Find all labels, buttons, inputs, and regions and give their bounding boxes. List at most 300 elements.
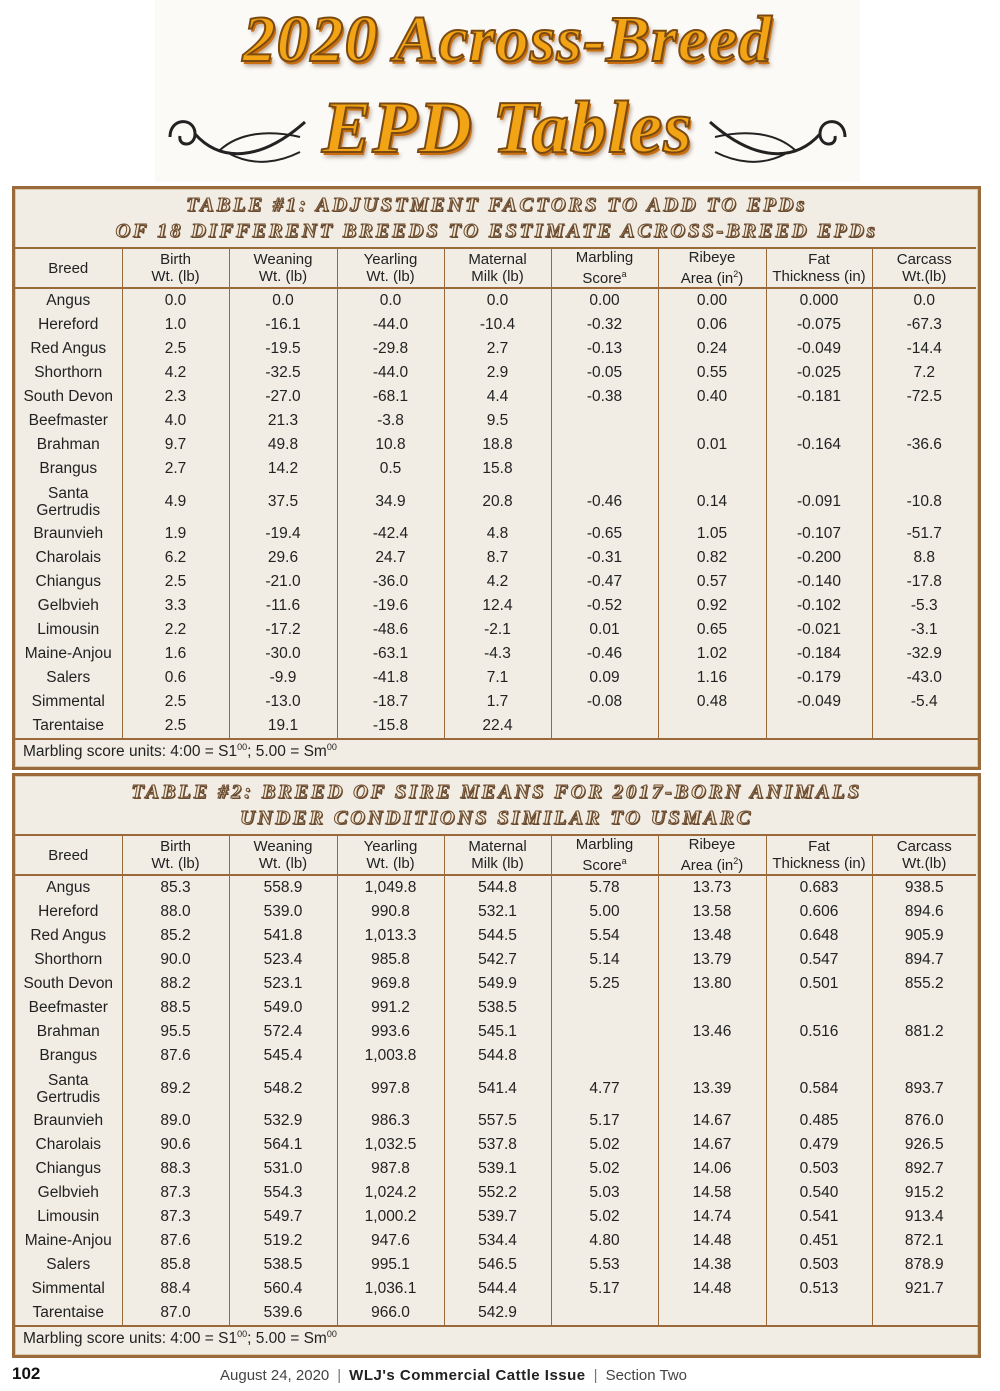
value-cell: -16.1 (229, 313, 337, 337)
value-cell: -0.091 (766, 481, 872, 522)
value-cell: 34.9 (337, 481, 444, 522)
value-cell: 993.6 (337, 1020, 444, 1044)
column-header-line1: Breed (48, 259, 89, 277)
value-cell: 557.5 (444, 1109, 551, 1133)
value-cell: 0.503 (766, 1157, 872, 1181)
value-cell: 0.6 (122, 666, 229, 690)
value-cell: 539.6 (229, 1301, 337, 1325)
breed-name-cell: Limousin (37, 621, 100, 638)
value-cell: 572.4 (229, 1020, 337, 1044)
value-cell: 0.541 (766, 1205, 872, 1229)
value-cell: 87.3 (122, 1181, 229, 1205)
column-header-line1: Fat (808, 838, 830, 855)
value-cell (872, 714, 976, 738)
value-cell: 893.7 (872, 1068, 976, 1109)
table-row (15, 1109, 976, 1133)
value-cell: -42.4 (337, 522, 444, 546)
breed-name-cell: Angus (46, 292, 91, 309)
value-cell: 13.39 (658, 1068, 766, 1109)
value-cell: 523.4 (229, 948, 337, 972)
table1-panel (12, 186, 981, 770)
value-cell: 0.48 (658, 690, 766, 714)
value-cell: 13.79 (658, 948, 766, 972)
value-cell: 5.17 (551, 1277, 658, 1301)
value-cell: 997.8 (337, 1068, 444, 1109)
table-row (15, 1229, 976, 1253)
value-cell: 532.9 (229, 1109, 337, 1133)
value-cell: 0.0 (229, 288, 337, 313)
value-cell: 0.5 (337, 457, 444, 481)
value-cell: 3.3 (122, 594, 229, 618)
value-cell: 18.8 (444, 433, 551, 457)
value-cell: -2.1 (444, 618, 551, 642)
value-cell: -0.200 (766, 546, 872, 570)
column-header-suffix: ) (738, 857, 744, 874)
value-cell: 13.46 (658, 1020, 766, 1044)
value-cell: 87.6 (122, 1044, 229, 1068)
value-cell: -9.9 (229, 666, 337, 690)
value-cell: 1.16 (658, 666, 766, 690)
value-cell: 986.3 (337, 1109, 444, 1133)
value-cell: -0.021 (766, 618, 872, 642)
value-cell: 905.9 (872, 924, 976, 948)
value-cell: 5.25 (551, 972, 658, 996)
value-cell (872, 409, 976, 433)
breed-name-cell: Hereford (38, 316, 99, 333)
breed-name-cell: Chiangus (35, 573, 101, 590)
column-header-line1: Breed (48, 846, 89, 864)
value-cell: 2.7 (444, 337, 551, 361)
table2-panel (12, 773, 981, 1358)
value-cell: 7.2 (872, 361, 976, 385)
column-header-line2: Wt.(lb) (902, 855, 947, 872)
value-cell: 89.2 (122, 1068, 229, 1109)
value-cell: 987.8 (337, 1157, 444, 1181)
table-row (15, 385, 976, 409)
table1-column-header (872, 248, 976, 288)
footer-separator: | (337, 1367, 342, 1384)
table-row (15, 900, 976, 924)
value-cell: 538.5 (444, 996, 551, 1020)
value-cell: 9.7 (122, 433, 229, 457)
value-cell: -0.31 (551, 546, 658, 570)
table-row (15, 972, 976, 996)
value-cell: -51.7 (872, 522, 976, 546)
value-cell: -0.47 (551, 570, 658, 594)
breed-name-cell: Brangus (39, 1047, 98, 1064)
value-cell: 89.0 (122, 1109, 229, 1133)
value-cell: 541.8 (229, 924, 337, 948)
breed-name-cell: South Devon (23, 975, 114, 992)
value-cell: 5.78 (551, 875, 658, 900)
value-cell: 894.6 (872, 900, 976, 924)
value-cell: 544.8 (444, 1044, 551, 1068)
value-cell: 0.683 (766, 875, 872, 900)
value-cell: 0.485 (766, 1109, 872, 1133)
value-cell: 0.547 (766, 948, 872, 972)
value-cell: 990.8 (337, 900, 444, 924)
value-cell: 88.2 (122, 972, 229, 996)
table-row (15, 288, 976, 313)
value-cell: -36.6 (872, 433, 976, 457)
value-cell: 19.1 (229, 714, 337, 738)
value-cell: 0.00 (551, 288, 658, 313)
table2-title-line1: TABLE #2: BREED OF SIRE MEANS FOR 2017-BORN ANIMALS (131, 781, 862, 803)
value-cell: 14.48 (658, 1277, 766, 1301)
value-cell: 88.0 (122, 900, 229, 924)
value-cell: 2.9 (444, 361, 551, 385)
value-cell: 1.05 (658, 522, 766, 546)
table1-column-header (766, 248, 872, 288)
value-cell: 85.3 (122, 875, 229, 900)
column-header-line1: Yearling (363, 251, 418, 268)
value-cell: 6.2 (122, 546, 229, 570)
value-cell: -14.4 (872, 337, 976, 361)
value-cell: 913.4 (872, 1205, 976, 1229)
value-cell (658, 457, 766, 481)
table2-footnote-mid: ; 5.00 = Sm (247, 1330, 327, 1348)
value-cell: 88.4 (122, 1277, 229, 1301)
value-cell: -44.0 (337, 313, 444, 337)
table-row (15, 924, 976, 948)
masthead-title-line1: 2020 Across-Breed (242, 3, 773, 76)
value-cell: 1,013.3 (337, 924, 444, 948)
value-cell: 0.01 (551, 618, 658, 642)
column-header-superscript: 2 (733, 856, 739, 866)
breed-name-cell: Maine-Anjou (24, 645, 112, 662)
value-cell: -41.8 (337, 666, 444, 690)
column-header-line1: Birth (160, 251, 191, 268)
value-cell: 894.7 (872, 948, 976, 972)
value-cell: -11.6 (229, 594, 337, 618)
column-header-line2: Milk (lb) (471, 268, 524, 285)
table-row (15, 1044, 976, 1068)
value-cell: -0.025 (766, 361, 872, 385)
value-cell: -21.0 (229, 570, 337, 594)
value-cell: 95.5 (122, 1020, 229, 1044)
value-cell: 49.8 (229, 433, 337, 457)
value-cell: -18.7 (337, 690, 444, 714)
value-cell: 5.53 (551, 1253, 658, 1277)
value-cell: 10.8 (337, 433, 444, 457)
value-cell (766, 996, 872, 1020)
value-cell (658, 996, 766, 1020)
table2-footnote-pre: Marbling score units: 4:00 = S1 (23, 1330, 238, 1348)
value-cell (551, 457, 658, 481)
breed-name-cell: Angus (46, 879, 91, 896)
value-cell: -30.0 (229, 642, 337, 666)
table1-title-line1: TABLE #1: ADJUSTMENT FACTORS TO ADD TO EPDs (185, 194, 808, 216)
value-cell: -27.0 (229, 385, 337, 409)
value-cell: 546.5 (444, 1253, 551, 1277)
table2-column-header (229, 835, 337, 875)
page-number: 102 (12, 1364, 41, 1383)
breed-name-cell: Charolais (35, 1136, 101, 1153)
breed-name-cell: Santa Gertrudis (36, 484, 101, 519)
value-cell: 541.4 (444, 1068, 551, 1109)
column-header-line1: Ribeye (688, 836, 736, 853)
value-cell: 2.2 (122, 618, 229, 642)
column-header-line2: Score (582, 270, 622, 287)
value-cell: 13.58 (658, 900, 766, 924)
value-cell: 14.38 (658, 1253, 766, 1277)
table-row (15, 1181, 976, 1205)
value-cell: -0.184 (766, 642, 872, 666)
table2-footnote (15, 1325, 978, 1351)
value-cell: 542.9 (444, 1301, 551, 1325)
column-header-line2: Milk (lb) (471, 855, 524, 872)
value-cell: 7.1 (444, 666, 551, 690)
value-cell: 938.5 (872, 875, 976, 900)
column-header-line2: Wt. (lb) (258, 268, 308, 285)
value-cell: -0.164 (766, 433, 872, 457)
value-cell (551, 433, 658, 457)
value-cell: 90.6 (122, 1133, 229, 1157)
breed-name-cell: Gelbvieh (37, 1184, 99, 1201)
value-cell (551, 409, 658, 433)
value-cell: 12.4 (444, 594, 551, 618)
column-header-line1: Maternal (468, 838, 527, 855)
column-header-line2: Wt. (lb) (151, 268, 200, 285)
column-header-line1: Marbling (575, 249, 634, 266)
breed-name-cell: Santa Gertrudis (36, 1071, 101, 1106)
column-header-line2: Thickness (in) (772, 855, 866, 872)
table1-header-row (15, 248, 976, 288)
value-cell: 855.2 (872, 972, 976, 996)
breed-name-cell: Red Angus (30, 340, 107, 357)
value-cell: 545.1 (444, 1020, 551, 1044)
table-row (15, 313, 976, 337)
value-cell (766, 457, 872, 481)
value-cell: 0.479 (766, 1133, 872, 1157)
value-cell: 539.0 (229, 900, 337, 924)
value-cell: 538.5 (229, 1253, 337, 1277)
value-cell (658, 1044, 766, 1068)
value-cell: -32.9 (872, 642, 976, 666)
value-cell: 549.7 (229, 1205, 337, 1229)
value-cell: 0.92 (658, 594, 766, 618)
column-header-line2: Area (in (680, 857, 734, 874)
value-cell: 0.0 (872, 288, 976, 313)
value-cell: 534.4 (444, 1229, 551, 1253)
value-cell: -0.049 (766, 690, 872, 714)
table-row (15, 546, 976, 570)
value-cell: 2.5 (122, 570, 229, 594)
breed-name-cell: Simmental (31, 1280, 105, 1297)
breed-name-cell: Gelbvieh (37, 597, 99, 614)
value-cell: -0.181 (766, 385, 872, 409)
value-cell: 2.5 (122, 690, 229, 714)
value-cell: 15.8 (444, 457, 551, 481)
table1-column-header (337, 248, 444, 288)
table2-column-header (15, 835, 122, 875)
value-cell: -32.5 (229, 361, 337, 385)
value-cell: -48.6 (337, 618, 444, 642)
table1-column-header (15, 248, 122, 288)
table-row (15, 618, 976, 642)
value-cell: 8.8 (872, 546, 976, 570)
column-header-line1: Ribeye (688, 249, 736, 266)
value-cell: -44.0 (337, 361, 444, 385)
column-header-line2: Wt. (lb) (258, 855, 308, 872)
value-cell (658, 409, 766, 433)
table-row (15, 666, 976, 690)
value-cell (551, 1020, 658, 1044)
value-cell: -43.0 (872, 666, 976, 690)
value-cell: 5.14 (551, 948, 658, 972)
value-cell: -17.2 (229, 618, 337, 642)
value-cell: -0.52 (551, 594, 658, 618)
column-header-line1: Marbling (575, 836, 634, 853)
table2-column-header (122, 835, 229, 875)
value-cell: 872.1 (872, 1229, 976, 1253)
column-header-line1: Yearling (363, 838, 418, 855)
breed-name-cell: Brahman (36, 436, 100, 453)
column-header-line2: Thickness (in) (772, 268, 866, 285)
table-row (15, 481, 976, 522)
value-cell: 544.4 (444, 1277, 551, 1301)
value-cell: 2.5 (122, 337, 229, 361)
value-cell (551, 1044, 658, 1068)
value-cell: 0.540 (766, 1181, 872, 1205)
value-cell: -3.8 (337, 409, 444, 433)
value-cell: 881.2 (872, 1020, 976, 1044)
value-cell: -10.8 (872, 481, 976, 522)
value-cell: 5.03 (551, 1181, 658, 1205)
value-cell: 88.3 (122, 1157, 229, 1181)
column-header-line2: Wt. (lb) (151, 855, 200, 872)
value-cell: 0.0 (122, 288, 229, 313)
breed-name-cell: Brahman (36, 1023, 100, 1040)
table-row (15, 875, 976, 900)
value-cell: -0.102 (766, 594, 872, 618)
value-cell: 991.2 (337, 996, 444, 1020)
value-cell: -0.075 (766, 313, 872, 337)
value-cell: 926.5 (872, 1133, 976, 1157)
value-cell (551, 714, 658, 738)
value-cell: 544.8 (444, 875, 551, 900)
value-cell: -0.107 (766, 522, 872, 546)
value-cell: -19.6 (337, 594, 444, 618)
table2-column-header (766, 835, 872, 875)
table2-column-header (658, 835, 766, 875)
value-cell: 0.06 (658, 313, 766, 337)
value-cell: 5.17 (551, 1109, 658, 1133)
breed-name-cell: Tarentaise (32, 717, 104, 734)
value-cell: 545.4 (229, 1044, 337, 1068)
value-cell: 0.57 (658, 570, 766, 594)
value-cell: 14.67 (658, 1133, 766, 1157)
value-cell: 22.4 (444, 714, 551, 738)
value-cell: 14.48 (658, 1229, 766, 1253)
value-cell: 0.648 (766, 924, 872, 948)
value-cell: 14.58 (658, 1181, 766, 1205)
table-row (15, 1157, 976, 1181)
table2-column-header (444, 835, 551, 875)
table1 (15, 247, 976, 738)
value-cell: 539.1 (444, 1157, 551, 1181)
value-cell: -19.4 (229, 522, 337, 546)
value-cell: 542.7 (444, 948, 551, 972)
masthead-title-line2: EPD Tables (321, 87, 694, 169)
column-header-superscript: 2 (733, 269, 739, 279)
value-cell: 0.55 (658, 361, 766, 385)
breed-name-cell: Braunvieh (33, 525, 104, 542)
value-cell: 5.02 (551, 1133, 658, 1157)
value-cell: -72.5 (872, 385, 976, 409)
table2-column-header (551, 835, 658, 875)
value-cell (872, 457, 976, 481)
value-cell: 2.3 (122, 385, 229, 409)
value-cell: -63.1 (337, 642, 444, 666)
table-row (15, 1068, 976, 1109)
value-cell: 560.4 (229, 1277, 337, 1301)
value-cell: -5.4 (872, 690, 976, 714)
value-cell: -0.46 (551, 481, 658, 522)
breed-name-cell: Salers (46, 1256, 91, 1273)
value-cell (551, 1301, 658, 1325)
breed-name-cell: Charolais (35, 549, 101, 566)
value-cell: 4.9 (122, 481, 229, 522)
value-cell (766, 714, 872, 738)
value-cell: -15.8 (337, 714, 444, 738)
table1-title-line2: OF 18 DIFFERENT BREEDS TO ESTIMATE ACROSS-BREED EPDs (115, 220, 878, 242)
value-cell: 558.9 (229, 875, 337, 900)
value-cell: 1,003.8 (337, 1044, 444, 1068)
value-cell: 564.1 (229, 1133, 337, 1157)
table-row (15, 1301, 976, 1325)
footer-separator: | (593, 1367, 598, 1384)
value-cell: -67.3 (872, 313, 976, 337)
table2-footnote-sup1: 00 (237, 1329, 248, 1339)
value-cell (766, 1301, 872, 1325)
column-header-line2: Wt. (lb) (366, 268, 415, 285)
value-cell: 1,024.2 (337, 1181, 444, 1205)
table-row (15, 996, 976, 1020)
column-header-line1: Birth (160, 838, 191, 855)
value-cell: 2.5 (122, 714, 229, 738)
value-cell (766, 1044, 872, 1068)
column-header-line2: Score (582, 857, 622, 874)
value-cell: 14.67 (658, 1109, 766, 1133)
value-cell: 878.9 (872, 1253, 976, 1277)
value-cell: 0.65 (658, 618, 766, 642)
value-cell: 519.2 (229, 1229, 337, 1253)
value-cell: 915.2 (872, 1181, 976, 1205)
value-cell: 544.5 (444, 924, 551, 948)
breed-name-cell: Red Angus (30, 927, 107, 944)
column-header-line1: Carcass (896, 251, 952, 268)
table-row (15, 714, 976, 738)
table1-column-header (551, 248, 658, 288)
value-cell: 4.2 (122, 361, 229, 385)
value-cell: 969.8 (337, 972, 444, 996)
value-cell: 29.6 (229, 546, 337, 570)
value-cell: -13.0 (229, 690, 337, 714)
value-cell: 0.501 (766, 972, 872, 996)
value-cell: 0.40 (658, 385, 766, 409)
table-row (15, 433, 976, 457)
table1-footnote-sup2: 00 (326, 742, 337, 752)
ornament-scroll-right-icon (705, 92, 855, 172)
value-cell: 966.0 (337, 1301, 444, 1325)
value-cell: -17.8 (872, 570, 976, 594)
value-cell: -0.13 (551, 337, 658, 361)
value-cell (872, 1301, 976, 1325)
table-row (15, 642, 976, 666)
value-cell: 876.0 (872, 1109, 976, 1133)
value-cell: 549.9 (444, 972, 551, 996)
